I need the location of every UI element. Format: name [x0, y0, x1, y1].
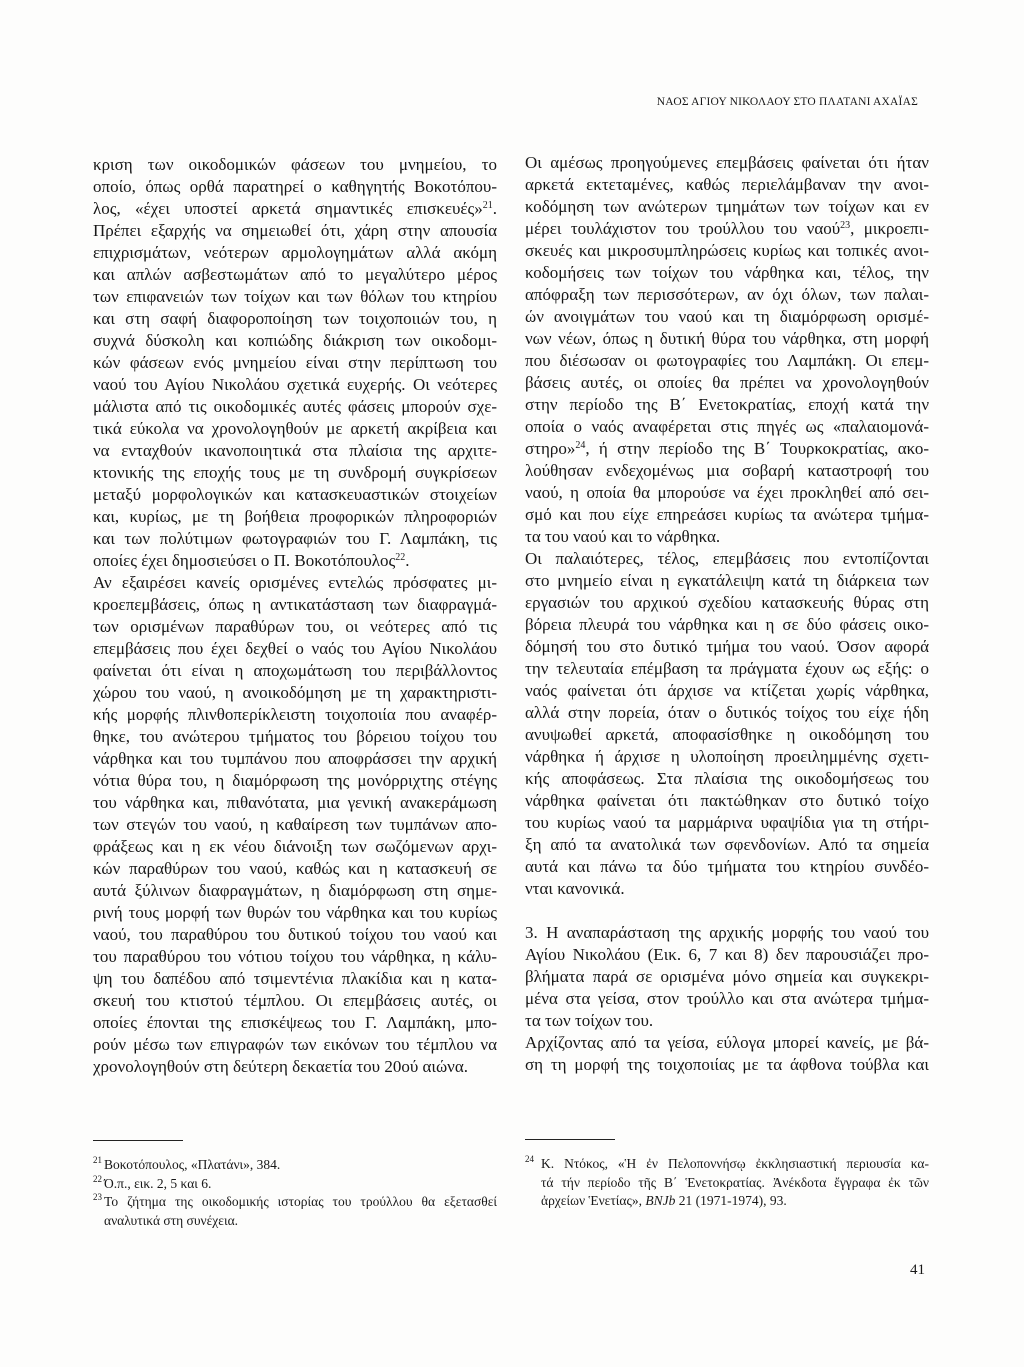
line-text: βάσεις αυτές, οι οποίες θα πρέπει να χρονολογηθούν [525, 373, 929, 392]
text-line [93, 990, 497, 1012]
line-text: ναού του Αγίου Νικολάου σχετικά ευχερής. Οι νεότερες [93, 375, 497, 394]
line-text: και, κυρίως, με τη βοήθεια προφορικών πληροφοριών [93, 507, 497, 526]
text-line [93, 462, 497, 484]
text-line [525, 416, 929, 438]
line-text: στην περίοδο της Β΄ Ενετοκρατίας, εποχή κατά την [525, 395, 929, 414]
text-line [525, 878, 929, 900]
line-text: τα των τοίχων του. [525, 1011, 654, 1030]
text-line [541, 1192, 929, 1211]
text-line [93, 836, 497, 858]
right-text-column [525, 152, 929, 1076]
line-text: να ενταχθούν ικανοποιητικά στα πλαίσια της αρχιτε- [93, 441, 497, 460]
text-line [525, 636, 929, 658]
line-text: σκευή του κτιστού τέμπλου. Οι επεμβάσεις αυτές, οι [93, 991, 497, 1010]
footnote-reference: 22 [395, 552, 406, 563]
line-text: Οι αμέσως προηγούμενες επεμβάσεις φαίνεται ότι ήταν [525, 153, 929, 172]
line-text: ών ανοιγμάτων του ναού και τη διαμόρφωση ορισμέ- [525, 307, 929, 326]
line-text: απόφραξη των περισσότερων, αν όχι όλων, των παλαι- [525, 285, 929, 304]
line-segment: 21 (1971-1974), 93. [675, 1193, 787, 1208]
line-text: στο μνημείο είναι η εγκατάλειψη κατά τη διάρκεια των [525, 571, 929, 590]
line-text: και απλών ασβεστωμάτων από το μεγαλύτερο μέρος [93, 265, 497, 284]
text-line [525, 856, 929, 878]
footnotes-left [93, 1156, 497, 1230]
line-text: ανυψωθεί αρκετά, αποφασίσθηκε η οικοδόμηση του [525, 725, 929, 744]
text-line [525, 570, 929, 592]
footnote-body [104, 1193, 497, 1230]
text-line [93, 946, 497, 968]
text-line [93, 660, 497, 682]
line-text: βόρεια πλευρά του νάρθηκα και η σε δύο φάσεις οικο- [525, 615, 929, 634]
line-text: κής αποφάσεως. Στα πλαίσια της οικοδομήσεως του [525, 769, 929, 788]
line-text: Ό.π., εικ. 2, 5 και 6. [104, 1175, 212, 1191]
text-line [93, 374, 497, 396]
text-line [93, 528, 497, 550]
line-text: οποίες έπονται της επισκέψεως του Γ. Λαμπάκη, μπο- [93, 1013, 497, 1032]
line-text: νότια θύρα του, η διαμόρφωση της μονόρριχτης στέγης [93, 771, 497, 790]
line-text: ση τη μορφή της τοιχοποιίας με τα άφθονα τούβλα και [525, 1055, 929, 1074]
text-line [525, 262, 929, 284]
text-line [104, 1175, 497, 1194]
line-text: αρκετά εκτεταμένες, καθώς περιελάμβαναν την ανοι- [525, 175, 929, 194]
line-segment: ἀρχείων Ἑνετίας», [541, 1193, 646, 1208]
line-text: ναός φαίνεται ότι άρχισε να κτίζεται χωρίς νάρθηκα, [525, 681, 929, 700]
line-text: κής μορφής πλινθοπερίκλειστη τοιχοποιία που αναφέρ- [93, 705, 497, 724]
line-text: οποίο, όπως ορθά παρατηρεί ο καθηγητής Βοκοτόπου- [93, 177, 497, 196]
line-text: επεμβάσεις που έχει δεχθεί ο ναός του Αγίου Νικολάου [93, 639, 497, 658]
text-line [93, 418, 497, 440]
line-text: ξη από τα ανατολικά των σφενδονίων. Από τα σημεία [525, 835, 929, 854]
text-line [93, 396, 497, 418]
line-text: Το ζήτημα της οικοδομικής ιστορίας του τρούλλου θα εξετασθεί [104, 1194, 497, 1209]
line-text: τικά εύκολα να χρονολογηθούν με αρκετή ακρίβεια και [93, 419, 497, 438]
text-line [525, 768, 929, 790]
text-line [525, 482, 929, 504]
text-line [93, 616, 497, 638]
text-line [93, 792, 497, 814]
line-text: την τελευταία επέμβαση τα πράγματα έχουν ως εξής: ο [525, 659, 929, 678]
text-line [93, 924, 497, 946]
text-line [525, 592, 929, 614]
text-line [93, 506, 497, 528]
footnote-number: 22 [93, 1173, 102, 1184]
line-text: χώρου του ναού, η ανοικοδόμηση με τη χαρακτηριστι- [93, 683, 497, 702]
footnote-body [541, 1155, 929, 1211]
line-text [525, 219, 929, 238]
line-text: Αγίου Νικολάου (Εικ. 6, 7 και 8) δεν παρουσιάζει προ- [525, 945, 929, 964]
footnote-separator-rule [525, 1139, 615, 1140]
text-line [541, 1155, 929, 1174]
page-number: 41 [910, 1262, 925, 1278]
text-line [93, 638, 497, 660]
text-line [525, 988, 929, 1010]
text-line [93, 242, 497, 264]
text-line [93, 902, 497, 924]
line-segment: οποίες έχει δημοσιεύσει ο Π. Βοκοτόπουλος [93, 551, 396, 570]
line-text: που διέσωσαν οι φωτογραφίες του Λαμπάκη. Οι επεμ- [525, 351, 929, 370]
text-line [525, 658, 929, 680]
text-line [525, 790, 929, 812]
italic-journal-title: BNJb [645, 1193, 676, 1208]
paragraph-gap [525, 900, 929, 922]
text-line [525, 350, 929, 372]
text-line [93, 748, 497, 770]
text-line [93, 1012, 497, 1034]
line-text: αυτά και πάνω τα δύο τμήματα του κτηρίου συνδέο- [525, 857, 929, 876]
line-segment: μέρει τουλάχιστον του τρούλλου του ναού [525, 219, 841, 238]
line-text: κτονικής της εποχής τους με τη συνδρομή συγκρίσεων [93, 463, 497, 482]
footnote-number: 21 [93, 1155, 102, 1165]
line-text: και στη σαφή διαφοροποίηση των τοιχοποιιών του, η [93, 309, 497, 328]
line-text: μένα στα γείσα, στον τρούλλο και στα ανώτερα τμήμα- [525, 989, 929, 1008]
text-line [104, 1212, 497, 1231]
footnote [93, 1156, 497, 1175]
text-line [93, 814, 497, 836]
line-text: σκευές και μικροσυμπληρώσεις κυρίως και τοπικές ανοι- [525, 241, 929, 260]
text-line [93, 308, 497, 330]
line-text [93, 551, 409, 570]
text-line [525, 306, 929, 328]
text-line [93, 594, 497, 616]
text-line [93, 440, 497, 462]
text-line [93, 484, 497, 506]
text-line [93, 1034, 497, 1056]
line-segment: . [405, 551, 410, 570]
text-line [525, 526, 929, 548]
text-line [104, 1156, 497, 1175]
text-line [525, 284, 929, 306]
text-line [525, 394, 929, 416]
text-line [525, 372, 929, 394]
line-text: του νάρθηκα και, πιθανότατα, μια γενική ανακεράμωση [93, 793, 497, 812]
line-text: κών παραθύρων του ναού, καθώς και η κατασκευή σε [93, 859, 497, 878]
footnote [525, 1155, 929, 1211]
line-text: αναλυτικά στη συνέχεια. [104, 1212, 239, 1228]
text-line [525, 746, 929, 768]
line-text: αυτά ξύλινων διαφραγμάτων, η διαμόρφωση στη σημε- [93, 881, 497, 900]
line-text: Αρχίζοντας από τα γείσα, εύλογα μπορεί κανείς, με βά- [525, 1033, 929, 1052]
line-text: ναού, η οποία θα μπορούσε να έχει προκληθεί από σει- [525, 483, 929, 502]
line-text: οποία ο ναός αναφέρεται στις πηγές ως «παλαιομονά- [525, 417, 929, 436]
text-line [525, 812, 929, 834]
text-line [93, 330, 497, 352]
line-text: Κ. Ντόκος, «Ἡ ἐν Πελοποννήσῳ ἐκκλησιαστική περιουσία κα- [541, 1156, 929, 1171]
text-line [525, 614, 929, 636]
text-line [525, 944, 929, 966]
footnote-number: 24 [525, 1154, 534, 1164]
text-line [93, 154, 497, 176]
footnote-number: 23 [93, 1192, 102, 1202]
line-text: ρούν μέσω των επιγραφών των εικόνων του τέμπλου να [93, 1035, 497, 1054]
line-text: του παραθύρου του νότιου τοίχου του νάρθηκα, η κάλυ- [93, 947, 497, 966]
line-text: ναού, του παραθύρου του δυτικού τοίχου του ναού και [93, 925, 497, 944]
line-segment: , μικροεπι- [850, 219, 929, 238]
line-segment: . [492, 199, 497, 218]
text-line [525, 328, 929, 350]
line-text: Αν εξαιρέσει κανείς ορισμένες εντελώς πρόσφατες μι- [93, 573, 497, 592]
line-text: αλλά στην πορεία, όταν ο δυτικός τοίχος του είχε ήδη [525, 703, 929, 722]
line-text: βλήματα παρά σε ορισμένα μόνο σημεία και συγκεκρι- [525, 967, 929, 986]
line-text: θηκε, του ανώτερου τμήματος του βόρειου τοίχου του [93, 727, 497, 746]
footnote-reference: 21 [482, 200, 493, 211]
line-text: εργασιών του αρχικού σχεδίου κατασκευής θύρας στη [525, 593, 929, 612]
line-text: φαίνεται ότι είναι η αποχωμάτωση του περιβάλλοντος [93, 661, 497, 680]
line-text [525, 439, 929, 458]
line-text: νάρθηκα φαίνεται ότι πακτώθηκαν στο δυτικό τοίχο [525, 791, 929, 810]
line-text: ρινή τους μορφή των θυρών του νάρθηκα και του κυρίως [93, 903, 497, 922]
line-text: χρονολογηθούν στη δεύτερη δεκαετία του 20ού αιώνα. [93, 1057, 469, 1076]
line-text: 3. Η αναπαράσταση της αρχικής μορφής του ναού του [525, 923, 929, 942]
line-segment: στηρο» [525, 439, 576, 458]
text-line [525, 460, 929, 482]
text-line [93, 550, 497, 572]
text-line [525, 724, 929, 746]
line-text: νων νέων, όπως η δυτική θύρα του νάρθηκα, στη μορφή [525, 329, 929, 348]
text-line [93, 286, 497, 308]
running-header: ΝΑΟΣ ΑΓΙΟΥ ΝΙΚΟΛΑΟΥ ΣΤΟ ΠΛΑΤΑΝΙ ΑΧΑΪΑΣ [656, 96, 918, 108]
left-text-column [93, 154, 497, 1078]
line-text: των επιφανειών των τοίχων και των θόλων του κτηρίου [93, 287, 497, 306]
line-text: συχνά δύσκολη και κοπιώδης διάκριση των οικοδομι- [93, 331, 497, 350]
text-line [93, 880, 497, 902]
text-line [525, 966, 929, 988]
line-text: νάρθηκα ή άρχισε η υλοποίηση προειλημμένης σχετι- [525, 747, 929, 766]
line-text: κοδομήσεις των τοίχων του νάρθηκα και, τέλος, την [525, 263, 929, 282]
footnote [93, 1193, 497, 1230]
line-text: σμό και που είχε επηρεάσει κυρίως τα ανώτερα τμήμα- [525, 505, 929, 524]
line-segment: , ή στην περίοδο της Β΄ Τουρκοκρατίας, ακο- [585, 439, 929, 458]
text-line [93, 264, 497, 286]
text-line [525, 240, 929, 262]
text-line [525, 922, 929, 944]
footnote-separator-rule [93, 1140, 183, 1141]
line-segment: λος, «έχει υποστεί αρκετά σημαντικές επισκευές» [93, 199, 483, 218]
text-line [93, 968, 497, 990]
text-line [93, 682, 497, 704]
text-line [525, 218, 929, 240]
line-text: κών φάσεων ενός μνημείου είναι στην περίπτωση του [93, 353, 497, 372]
line-text: Πρέπει εξαρχής να σημειωθεί ότι, χάρη στην απουσία [93, 221, 497, 240]
text-line [525, 1032, 929, 1054]
text-line [541, 1174, 929, 1193]
line-text: κοδόμηση των ανώτερων τμημάτων των τοίχων και εν [525, 197, 929, 216]
line-text: κριση των οικοδομικών φάσεων του μνημείου, το [93, 155, 497, 174]
text-line [525, 1010, 929, 1032]
line-text: Οι παλαιότερες, τέλος, επεμβάσεις που εντοπίζονται [525, 549, 929, 568]
footnote-reference: 24 [575, 440, 586, 451]
text-line [93, 770, 497, 792]
line-text: Βοκοτόπουλος, «Πλατάνι», 384. [104, 1157, 281, 1172]
text-line [525, 680, 929, 702]
footnote-body [104, 1156, 497, 1175]
line-text: νάρθηκα και του τυμπάνου που αποφράσσει την αρχική [93, 749, 497, 768]
text-line [93, 1056, 497, 1078]
text-line [525, 1054, 929, 1076]
text-line [93, 198, 497, 220]
text-line [104, 1193, 497, 1212]
line-text: φράξεως και η εκ νέου διάνοιξη των σωζόμενων αρχι- [93, 837, 497, 856]
line-text: επιχρισμάτων, νεότερων αρμολογημάτων αλλά ακόμη [93, 243, 497, 262]
line-text: μάλιστα από τις οικοδομικές αυτές φάσεις μπορούν σχε- [93, 397, 497, 416]
line-text: των στεγών του ναού, η καθαίρεση των τυμπάνων απο- [93, 815, 497, 834]
text-line [93, 352, 497, 374]
text-line [93, 704, 497, 726]
line-text: ψη του δαπέδου από τσιμεντένια πλακίδια και η κατα- [93, 969, 497, 988]
line-text: του κυρίως ναού τα μαρμάρινα υφαψίδια για τη στήρι- [525, 813, 929, 832]
line-text: τά τήν περίοδο τῆς Β΄ Ἑνετοκρατίας. Ἀνέκδοτα ἔγγραφα ἐκ τῶν [541, 1174, 929, 1190]
line-text: και των πολύτιμων φωτογραφιών του Γ. Λαμπάκη, τις [93, 529, 497, 548]
text-line [93, 726, 497, 748]
line-text: κροεπεμβάσεις, όπως η αντικατάσταση των διαφραγμά- [93, 595, 497, 614]
line-text: τα του ναού και το νάρθηκα. [525, 527, 721, 546]
text-line [525, 548, 929, 570]
text-line [525, 152, 929, 174]
footnote-reference: 23 [840, 220, 851, 231]
footnote-body [104, 1175, 497, 1194]
line-text: μεταξύ μορφολογικών και κατασκευαστικών στοιχείων [93, 485, 497, 504]
text-line [525, 834, 929, 856]
text-line [93, 220, 497, 242]
text-line [93, 572, 497, 594]
line-text [541, 1193, 787, 1208]
line-text [93, 199, 497, 218]
line-text: νται κανονικά. [525, 879, 625, 898]
text-line [525, 504, 929, 526]
footnotes-right [525, 1155, 929, 1211]
line-text: λούθησαν ενδεχομένως μια σοβαρή καταστροφή του [525, 461, 929, 480]
line-text: δόμησή του στο δυτικό τμήμα του ναού. Όσον αφορά [525, 637, 929, 656]
line-text: των ορισμένων παραθύρων του, οι νεότερες από τις [93, 617, 497, 636]
text-line [93, 858, 497, 880]
footnote [93, 1175, 497, 1194]
text-line [525, 196, 929, 218]
text-line [525, 438, 929, 460]
text-line [93, 176, 497, 198]
text-line [525, 702, 929, 724]
text-line [525, 174, 929, 196]
